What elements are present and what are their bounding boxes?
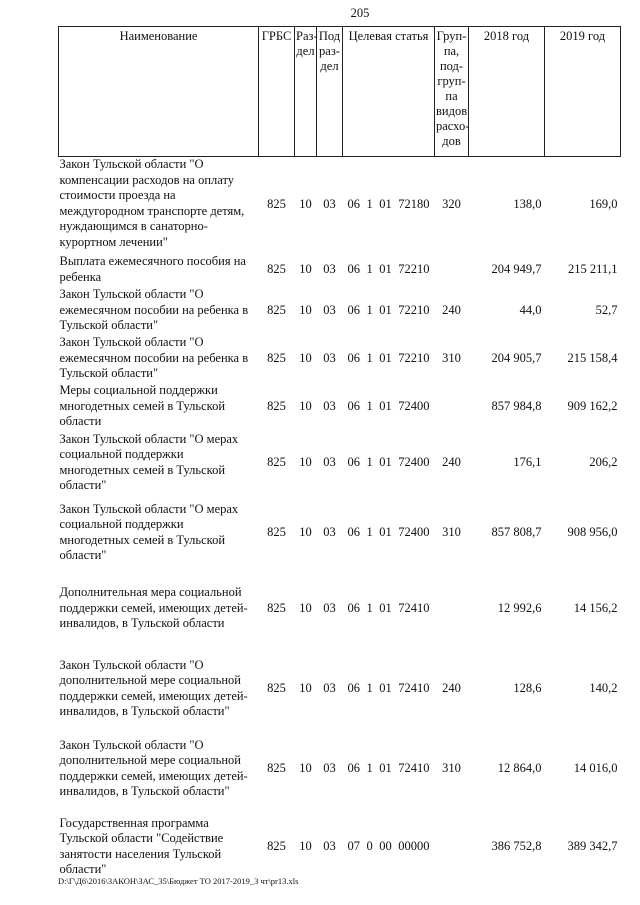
header-grbs: ГРБС [259, 27, 295, 157]
row-target-article [343, 731, 435, 807]
row-expense-group: 240 [442, 454, 461, 469]
target-part-t1: 06 [347, 600, 360, 615]
target-part-t2: 1 [366, 350, 373, 365]
row-value-2019: 909 162,2 [567, 398, 618, 413]
row-target-article [343, 647, 435, 731]
row-razdel: 10 [299, 350, 312, 365]
row-grbs: 825 [267, 261, 286, 276]
target-part-t1: 06 [347, 760, 360, 775]
row-expense-group [435, 807, 469, 887]
row-razdel: 10 [299, 524, 312, 539]
target-part-t3: 01 [379, 302, 392, 317]
row-value-2019: 206,2 [589, 454, 618, 469]
table-body [59, 157, 621, 887]
row-razdel: 10 [299, 454, 312, 469]
row-podrazdel: 03 [323, 302, 336, 317]
row-value-2018: 857 984,8 [491, 398, 542, 413]
table-header-row [59, 27, 621, 157]
row-podrazdel: 03 [323, 350, 336, 365]
table-row [59, 335, 621, 383]
row-grbs: 825 [267, 838, 286, 853]
header-2019: 2019 год [545, 27, 621, 157]
target-part-t1: 06 [347, 524, 360, 539]
header-2018: 2018 год [469, 27, 545, 157]
table-row [59, 495, 621, 571]
header-name: Наименование [59, 27, 259, 157]
target-part-t4: 72410 [398, 600, 430, 615]
header-razdel: Раз- дел [295, 27, 317, 157]
row-value-2018: 857 808,7 [491, 524, 542, 539]
table-row [59, 287, 621, 335]
table-row [59, 431, 621, 495]
row-podrazdel: 03 [323, 600, 336, 615]
target-part-t1: 06 [347, 680, 360, 695]
target-part-t2: 1 [366, 454, 373, 469]
row-target-article [343, 571, 435, 647]
target-part-t4: 72400 [398, 398, 430, 413]
row-name: Закон Тульской области "О компенсации расходов на оплату стоимости проезда на междугородном транспорте детям, нуждающимся в санаторно-курортном лечении" [59, 157, 245, 249]
row-value-2019: 389 342,7 [567, 838, 618, 853]
row-razdel: 10 [299, 197, 312, 211]
target-part-t2: 1 [366, 680, 373, 695]
budget-table-container [58, 26, 620, 887]
row-value-2018: 128,6 [513, 680, 542, 695]
row-target-article [343, 495, 435, 571]
row-razdel: 10 [299, 261, 312, 276]
row-podrazdel: 03 [323, 261, 336, 276]
table-row [59, 571, 621, 647]
row-value-2018: 12 992,6 [497, 600, 542, 615]
row-name: Дополнительная мера социальной поддержки семей, имеющих детей-инвалидов, в Тульской области [59, 585, 248, 631]
target-part-t1: 06 [347, 302, 360, 317]
target-part-t1: 07 [347, 838, 360, 853]
target-part-t4: 72210 [398, 302, 430, 317]
target-part-t4: 72400 [398, 454, 430, 469]
target-part-t4: 00000 [398, 838, 430, 853]
target-part-t2: 1 [366, 197, 373, 211]
row-grbs: 825 [267, 600, 286, 615]
row-name: Государственная программа Тульской области "Содействие занятости населения Тульской области" [59, 815, 224, 876]
target-part-t2: 1 [366, 600, 373, 615]
row-expense-group: 310 [442, 524, 461, 539]
target-part-t1: 06 [347, 261, 360, 276]
target-part-t1: 06 [347, 398, 360, 413]
row-expense-group [435, 253, 469, 287]
row-razdel: 10 [299, 760, 312, 775]
target-part-t3: 01 [379, 680, 392, 695]
row-value-2019: 52,7 [595, 302, 618, 317]
row-grbs: 825 [267, 680, 286, 695]
row-name: Выплата ежемесячного пособия на ребенка [59, 254, 246, 284]
row-value-2019: 14 156,2 [573, 600, 618, 615]
row-target-article [343, 287, 435, 335]
row-podrazdel: 03 [323, 398, 336, 413]
row-podrazdel: 03 [323, 454, 336, 469]
row-grbs: 825 [267, 197, 286, 211]
target-part-t2: 1 [366, 398, 373, 413]
target-part-t2: 1 [366, 302, 373, 317]
row-target-article [343, 431, 435, 495]
row-target-article [343, 335, 435, 383]
row-value-2018: 138,0 [513, 197, 542, 211]
target-part-t3: 01 [379, 600, 392, 615]
row-target-article [343, 807, 435, 887]
row-razdel: 10 [299, 302, 312, 317]
row-value-2019: 215 158,4 [567, 350, 618, 365]
target-part-t3: 01 [379, 197, 392, 211]
target-part-t3: 01 [379, 524, 392, 539]
row-value-2018: 44,0 [519, 302, 542, 317]
target-part-t3: 01 [379, 350, 392, 365]
target-part-t3: 01 [379, 398, 392, 413]
row-grbs: 825 [267, 302, 286, 317]
row-razdel: 10 [299, 680, 312, 695]
row-name: Закон Тульской области "О ежемесячном пособии на ребенка в Тульской области" [59, 287, 249, 333]
table-row [59, 253, 621, 287]
row-target-article [343, 253, 435, 287]
header-podrazdel: Под раз- дел [317, 27, 343, 157]
row-value-2019: 169,0 [589, 197, 618, 211]
header-target: Целевая статья [343, 27, 435, 157]
row-name: Закон Тульской области "О мерах социальной поддержки многодетных семей в Тульской области" [59, 501, 239, 562]
row-target-article [343, 157, 435, 253]
row-expense-group [435, 383, 469, 431]
row-grbs: 825 [267, 524, 286, 539]
row-podrazdel: 03 [323, 760, 336, 775]
row-grbs: 825 [267, 760, 286, 775]
target-part-t4: 72410 [398, 760, 430, 775]
target-part-t4: 72410 [398, 680, 430, 695]
target-part-t2: 1 [366, 261, 373, 276]
row-value-2019: 215 211,1 [567, 261, 618, 276]
row-razdel: 10 [299, 600, 312, 615]
row-expense-group: 310 [442, 760, 461, 775]
table-row [59, 647, 621, 731]
row-podrazdel: 03 [323, 680, 336, 695]
budget-table [58, 26, 621, 887]
row-name: Меры социальной поддержки многодетных семей в Тульской области [59, 383, 226, 429]
row-name: Закон Тульской области "О дополнительной мере социальной поддержки семей, имеющих детей-инвалидов, в Тульской области" [59, 657, 248, 718]
row-value-2018: 204 905,7 [491, 350, 542, 365]
target-part-t3: 01 [379, 454, 392, 469]
table-row [59, 383, 621, 431]
target-part-t4: 72400 [398, 524, 430, 539]
target-part-t1: 06 [347, 197, 360, 211]
row-expense-group: 240 [442, 680, 461, 695]
row-grbs: 825 [267, 454, 286, 469]
row-value-2018: 12 864,0 [497, 760, 542, 775]
row-value-2018: 386 752,8 [491, 838, 542, 853]
header-group: Груп- па, под- груп- па видов расхо- дов [435, 27, 469, 157]
row-value-2019: 908 956,0 [567, 524, 618, 539]
target-part-t2: 0 [366, 838, 373, 853]
target-part-t4: 72210 [398, 261, 430, 276]
page-number: 205 [350, 6, 370, 20]
row-expense-group: 240 [442, 302, 461, 317]
row-value-2018: 176,1 [513, 454, 542, 469]
target-part-t4: 72180 [398, 197, 430, 211]
row-value-2018: 204 949,7 [491, 261, 542, 276]
target-part-t4: 72210 [398, 350, 430, 365]
target-part-t2: 1 [366, 524, 373, 539]
row-podrazdel: 03 [323, 524, 336, 539]
table-row [59, 157, 621, 253]
row-grbs: 825 [267, 398, 286, 413]
row-name: Закон Тульской области "О ежемесячном пособии на ребенка в Тульской области" [59, 335, 249, 381]
row-expense-group: 310 [442, 350, 461, 365]
row-value-2019: 14 016,0 [573, 760, 618, 775]
target-part-t2: 1 [366, 760, 373, 775]
row-value-2019: 140,2 [589, 680, 618, 695]
row-target-article [343, 383, 435, 431]
target-part-t3: 01 [379, 261, 392, 276]
row-podrazdel: 03 [323, 838, 336, 853]
target-part-t3: 00 [379, 838, 392, 853]
row-podrazdel: 03 [323, 197, 336, 211]
file-path-footer: D:\Г\Д6\2016\ЗАКОН\ЗАС_35\Бюджет ТО 2017-2019_3 чт\pr13.xls [58, 876, 299, 886]
row-expense-group [435, 571, 469, 647]
row-grbs: 825 [267, 350, 286, 365]
target-part-t1: 06 [347, 350, 360, 365]
table-row [59, 731, 621, 807]
row-name: Закон Тульской области "О дополнительной мере социальной поддержки семей, имеющих детей-инвалидов, в Тульской области" [59, 737, 248, 798]
table-row [59, 807, 621, 887]
row-name: Закон Тульской области "О мерах социальной поддержки многодетных семей в Тульской области" [59, 431, 239, 492]
target-part-t3: 01 [379, 760, 392, 775]
target-part-t1: 06 [347, 454, 360, 469]
row-razdel: 10 [299, 398, 312, 413]
row-razdel: 10 [299, 838, 312, 853]
row-expense-group: 320 [442, 197, 461, 211]
